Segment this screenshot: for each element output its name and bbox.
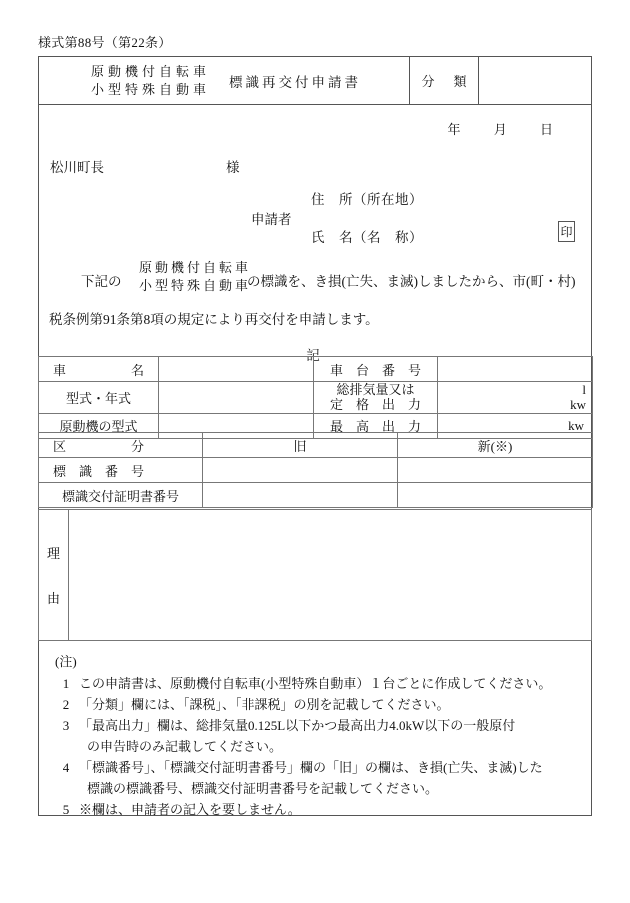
- document-title: 標識再交付申請書: [229, 74, 361, 90]
- chassis-number-field[interactable]: [438, 357, 593, 382]
- body-vehicle-types: [136, 259, 251, 294]
- form-number: 様式第88号（第22条）: [38, 35, 172, 50]
- note-item: [53, 715, 577, 736]
- plate-number-old-field[interactable]: [203, 458, 398, 483]
- title-vehicle-line2: 小型特殊自動車: [90, 81, 210, 97]
- vehicle-info-table: [38, 356, 593, 439]
- note-number: 1: [62, 676, 70, 692]
- table-row: [39, 382, 593, 414]
- notes-section: [39, 640, 591, 820]
- reason-label-char2: 由: [46, 591, 60, 606]
- note-item: [53, 757, 577, 778]
- body-vehicle-line1: 原動機付自転車: [139, 260, 252, 275]
- ki-marker: 記: [306, 348, 320, 363]
- note-item: [53, 673, 577, 694]
- date-day-label[interactable]: 日: [539, 122, 553, 137]
- kubun-header-new: 新(※): [398, 433, 593, 458]
- category-label: 分 類: [409, 57, 478, 104]
- unit-liter: l: [582, 382, 586, 397]
- body-tail-text: の標識を、き損(亡失、ま滅)しましたから、市(町・村): [247, 274, 576, 289]
- note-text: 「最高出力」欄は、総排気量0.125L以下かつ最高出力4.0kW以下の一般原付: [79, 718, 516, 734]
- kubun-header-old: 旧: [203, 433, 398, 458]
- plate-number-label-text: 標 識 番 号: [53, 463, 145, 479]
- displacement-output-label: [314, 382, 438, 414]
- title-band: [39, 57, 591, 105]
- note-continuation: の申告時のみ記載してください。: [87, 739, 283, 755]
- body-paragraph-1: [39, 258, 591, 298]
- applicant-name-label[interactable]: 氏 名（名 称）: [311, 230, 423, 245]
- table-row: [39, 357, 593, 382]
- note-number: 3: [62, 718, 70, 734]
- plate-number-label: [39, 458, 203, 483]
- table-row: [39, 458, 593, 483]
- note-text: ※欄は、申請者の記入を要しません。: [79, 802, 301, 818]
- addressee-honorific: 様: [226, 160, 240, 175]
- max-output-field[interactable]: kw: [438, 413, 593, 438]
- date-year-label[interactable]: 年: [447, 122, 461, 137]
- note-text: この申請書は、原動機付自転車(小型特殊自動車）１台ごとに作成してください。: [79, 676, 552, 692]
- engine-model-label: 原動機の型式: [39, 413, 159, 438]
- displacement-label-line2: 定 格 出 力: [329, 397, 421, 413]
- date-line: [39, 105, 591, 138]
- note-number: 5: [62, 802, 70, 818]
- plate-number-new-field[interactable]: [398, 458, 593, 483]
- reason-field[interactable]: [69, 510, 591, 640]
- seal-stamp-box[interactable]: 印: [558, 221, 575, 242]
- note-item: [53, 799, 577, 820]
- certificate-number-label: 標識交付証明書番号: [39, 483, 203, 508]
- note-number: 2: [62, 697, 70, 713]
- note-text: 「分類」欄には、「課税」、「非課税」の別を記載してください。: [79, 697, 450, 713]
- displacement-output-field[interactable]: [438, 382, 593, 414]
- vehicle-name-field[interactable]: [159, 357, 314, 382]
- kubun-table: [38, 432, 593, 508]
- reason-block: [38, 509, 592, 641]
- model-year-field[interactable]: [159, 382, 314, 414]
- note-item: [53, 694, 577, 715]
- title-vehicle-types: [87, 63, 210, 97]
- category-value-field[interactable]: [478, 57, 591, 104]
- notes-heading: (注): [55, 654, 77, 669]
- body-paragraph-2: 税条例第91条第8項の規定により再交付を申請します。: [49, 312, 379, 327]
- unit-kw-1: kw: [570, 397, 586, 413]
- addressee-name: 松川町長: [50, 160, 104, 175]
- table-header-row: [39, 433, 593, 458]
- date-month-label[interactable]: 月: [493, 122, 507, 137]
- model-year-label: 型式・年式: [39, 382, 159, 414]
- body-vehicle-line2: 小型特殊自動車: [139, 277, 252, 293]
- note-number: 4: [62, 760, 70, 776]
- applicant-label: 申請者: [251, 212, 292, 227]
- body-area: [39, 105, 591, 364]
- kubun-header-text: 区 分: [53, 438, 145, 454]
- certificate-number-old-field[interactable]: [203, 483, 398, 508]
- chassis-number-label: 車 台 番 号: [314, 357, 438, 382]
- reason-label: [39, 510, 69, 640]
- form-frame: [38, 56, 592, 816]
- title-main: [39, 57, 409, 104]
- vehicle-name-label-text: 車 名: [53, 362, 145, 378]
- title-vehicle-line1: 原動機付自転車: [90, 64, 210, 80]
- applicant-address-label[interactable]: 住 所（所在地）: [311, 192, 423, 207]
- kubun-header-label: [39, 433, 203, 458]
- note-continuation: 標識の標識番号、標識交付証明書番号を記載してください。: [87, 781, 439, 797]
- reason-label-char1: 理: [46, 546, 60, 561]
- displacement-label-line1: 総排気量又は: [336, 382, 415, 397]
- vehicle-name-label: [39, 357, 159, 382]
- table-row: [39, 483, 593, 508]
- applicant-block: [39, 188, 591, 246]
- max-output-label: 最 高 出 力: [314, 413, 438, 438]
- addressee: [39, 156, 591, 176]
- note-text: 「標識番号」、「標識交付証明書番号」欄の「旧」の欄は、き損(亡失、ま滅)した: [79, 760, 543, 776]
- body-lead-text: 下記の: [81, 274, 122, 289]
- certificate-number-new-field[interactable]: [398, 483, 593, 508]
